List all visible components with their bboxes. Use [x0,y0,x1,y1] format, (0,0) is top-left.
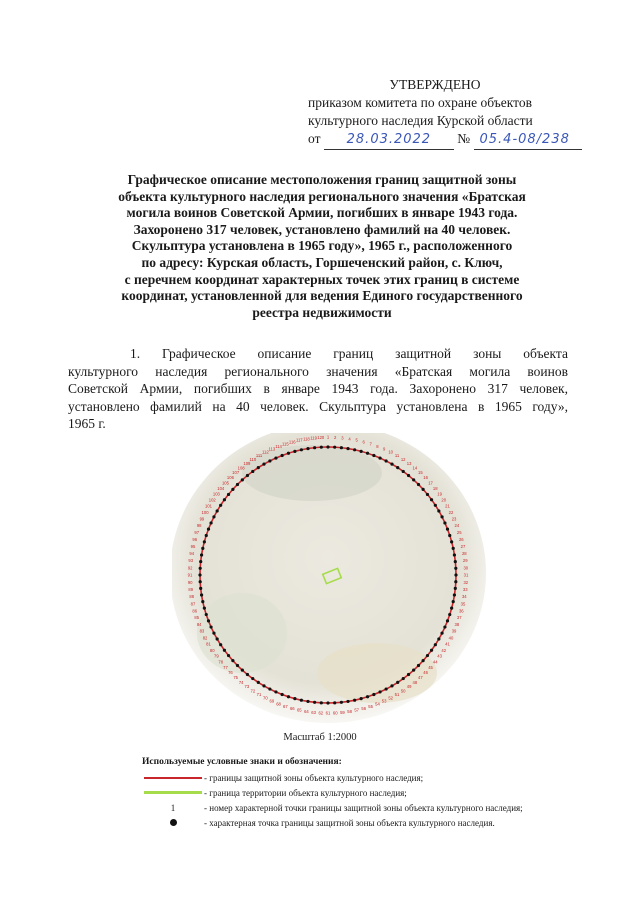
boundary-point [422,488,425,491]
boundary-point-number: 91 [187,572,193,578]
boundary-point-number: 14 [412,465,418,471]
boundary-point-number: 24 [454,523,460,529]
boundary-point [372,693,375,696]
boundary-point-number: 75 [233,675,238,681]
boundary-point [326,701,329,704]
paragraph-line: установлено фамилий на 40 человек. Скульптура установлена в 1965 году», [68,398,568,414]
boundary-point [241,478,244,481]
boundary-point [390,684,393,687]
boundary-point [205,534,208,537]
boundary-point [199,560,202,563]
boundary-point [417,483,420,486]
legend [142,757,562,830]
boundary-point [262,684,265,687]
boundary-point-number: 61 [325,710,331,716]
handwritten-number: 05.4-08/238 [479,132,570,147]
boundary-point [320,446,323,449]
legend-item [142,815,562,830]
boundary-point-number: 92 [187,565,193,571]
handwritten-date: 28.03.2022 [346,132,432,147]
boundary-point [212,515,215,518]
legend-text: - границы защитной зоны объекта культурного наследия; [204,772,424,783]
boundary-point-number: 41 [445,641,450,647]
boundary-point-number: 72 [250,688,256,694]
boundary-point [306,700,309,703]
boundary-point-number: 7 [369,441,372,447]
boundary-point [227,493,230,496]
boundary-point [281,454,284,457]
boundary-point [426,654,429,657]
boundary-point [223,498,226,501]
boundary-point-number: 102 [208,497,216,503]
boundary-point [313,701,316,704]
boundary-point [333,701,336,704]
boundary-point [287,695,290,698]
boundary-point [434,504,437,507]
boundary-point-number: 93 [188,558,194,564]
boundary-point [201,600,204,603]
boundary-point-number: 37 [456,615,462,621]
boundary-point-number: 113 [268,446,276,452]
boundary-point [209,521,212,524]
boundary-point [448,534,451,537]
boundary-point-number: 48 [412,679,418,685]
boundary-point-number: 86 [192,608,198,614]
boundary-point [207,528,210,531]
boundary-point-number: 18 [432,485,438,491]
boundary-point [453,553,456,556]
boundary-point-number: 81 [206,641,211,647]
boundary-point [417,664,420,667]
boundary-point-number: 19 [437,491,442,497]
boundary-point [227,654,230,657]
legend-item [142,785,562,800]
boundary-point [231,659,234,662]
boundary-point-number: 108 [237,465,245,471]
boundary-point-number: 100 [201,509,209,515]
boundary-point-number: 54 [375,701,380,707]
boundary-point [203,540,206,543]
boundary-point-number: 46 [423,670,428,676]
legend-item [142,770,562,785]
document-heading [98,172,546,321]
boundary-point-number: 30 [463,565,469,571]
boundary-point [274,690,277,693]
point-dot-symbol [142,815,204,830]
boundary-point [231,488,234,491]
boundary-point [454,573,457,576]
heading-line: Графическое описание местоположения границ защитной зоны [127,172,517,187]
boundary-point [434,643,437,646]
boundary-point-number: 34 [461,594,467,600]
boundary-point [448,613,451,616]
boundary-point-number: 2 [334,434,337,440]
boundary-point-number: 52 [388,695,393,701]
boundary-point [407,673,410,676]
boundary-point-number: 12 [400,456,406,462]
boundary-point [241,669,244,672]
boundary-point [360,450,363,453]
boundary-point-number: 27 [460,543,466,549]
paragraph-line: 1965 г. [68,416,106,431]
boundary-point-number: 96 [192,536,198,542]
boundary-point-number: 70 [263,695,268,701]
boundary-point-number: 15 [418,470,423,476]
boundary-point [454,587,457,590]
boundary-point-number: 107 [232,470,240,476]
heading-line: по адресу: Курская область, Горшеченский район, с. Ключ, [141,254,503,270]
approval-block [300,76,600,150]
boundary-point-number: 103 [212,491,220,497]
boundary-point [390,463,393,466]
boundary-point-number: 76 [228,670,233,676]
boundary-point [246,673,249,676]
boundary-point [257,466,260,469]
boundary-point [300,699,303,702]
boundary-point-number: 77 [223,664,228,670]
boundary-point-number: 33 [462,587,468,593]
boundary-point-number: 80 [209,647,215,653]
boundary-point-number: 94 [189,551,195,557]
point-number-symbol: 1 [170,802,176,813]
boundary-point [268,687,271,690]
legend-title: Используемые условные знаки и обозначения: [142,757,342,767]
boundary-point [199,567,202,570]
boundary-point-number: 84 [196,622,202,628]
map-graphic [172,433,492,728]
boundary-point [219,643,222,646]
boundary-point [450,540,453,543]
boundary-point-number: 50 [400,688,406,694]
boundary-point-number: 42 [441,647,447,653]
approval-line-1: приказом комитета по охране объектов [308,95,532,110]
boundary-point-number: 36 [458,608,464,614]
boundary-point [201,547,204,550]
boundary-point-number: 73 [244,684,250,690]
boundary-point-number: 26 [458,536,464,542]
boundary-point-number: 118 [303,436,310,442]
boundary-point [223,649,226,652]
paragraph-line: 1. Графическое описание границ защитной зоны объекта [130,346,568,361]
red-line-symbol [142,770,204,785]
boundary-point [300,448,303,451]
boundary-point-number: 82 [202,635,208,641]
boundary-point [378,456,381,459]
boundary-point [366,452,369,455]
boundary-point-number: 39 [451,628,457,634]
boundary-point [454,580,457,583]
boundary-point [198,573,201,576]
boundary-point [346,447,349,450]
boundary-point-number: 79 [214,653,219,659]
boundary-point [353,699,356,702]
boundary-point [402,470,405,473]
map-scale: Масштаб 1:2000 [283,732,357,743]
boundary-point [251,470,254,473]
legend-text: - граница территории объекта культурного наследия; [204,787,407,798]
boundary-point [440,632,443,635]
boundary-point-number: 35 [460,601,466,607]
boundary-point-number: 4 [348,436,351,442]
boundary-point [412,669,415,672]
boundary-point-number: 74 [238,679,244,685]
boundary-point-number: 105 [221,480,229,486]
boundary-point [281,693,284,696]
boundary-point-number: 9 [382,446,386,452]
boundary-point-number: 21 [445,503,450,509]
boundary-point-number: 120 [317,434,325,440]
boundary-point-number: 8 [376,443,379,449]
boundary-point-number: 112 [262,449,269,455]
boundary-point [385,687,388,690]
boundary-point [346,700,349,703]
boundary-point-number: 28 [461,551,467,557]
boundary-point [199,580,202,583]
boundary-point-number: 11 [394,453,400,459]
boundary-point [293,450,296,453]
boundary-point-number: 68 [276,701,281,707]
boundary-point [236,483,239,486]
boundary-point [207,619,210,622]
boundary-point-number: 115 [282,441,289,447]
heading-line: координат, установленной для ведения Единого государственного [121,288,523,304]
boundary-point-number: 64 [304,708,309,714]
number-label: № [457,131,471,146]
boundary-point-number: 99 [199,516,205,522]
boundary-point-number: 20 [441,497,447,503]
boundary-point-number: 114 [275,443,282,449]
heading-line: Захоронено 317 человек, установлено фамилий на 40 человек. [133,221,511,237]
boundary-point-number: 43 [437,653,442,659]
boundary-point-number: 106 [226,475,234,481]
boundary-point-number: 57 [354,707,360,713]
boundary-point [454,567,457,570]
boundary-point [199,587,202,590]
boundary-point [353,448,356,451]
boundary-point-number: 59 [340,709,345,715]
boundary-point-number: 32 [463,579,469,585]
boundary-point [251,677,254,680]
boundary-point [326,445,329,448]
boundary-point-number: 95 [190,543,196,549]
boundary-point [209,625,212,628]
boundary-point [257,681,260,684]
boundary-point [450,607,453,610]
boundary-point [246,474,249,477]
boundary-point-number: 66 [289,705,295,711]
heading-line: с перечнем координат характерных точек этих границ в системе [124,271,520,287]
boundary-point [452,547,455,550]
legend-text: - характерная точка границы защитной зоны объекта культурного наследия. [204,817,495,828]
boundary-point [287,452,290,455]
boundary-point-number: 111 [255,453,263,459]
boundary-point [426,493,429,496]
boundary-point [407,474,410,477]
boundary-point-number: 101 [204,503,212,509]
boundary-point [396,466,399,469]
heading-line: Скульптура установлена в 1965 году», 1965 г., расположенного [131,238,513,254]
legend-text: - номер характерной точки границы защитной зоны объекта культурного наследия; [204,802,523,813]
boundary-point-number: 90 [187,579,193,585]
boundary-point-number: 17 [428,480,433,486]
boundary-point-number: 109 [243,460,251,466]
boundary-point-number: 104 [217,485,225,491]
heading-line: могила воинов Советской Армии, погибших в январе 1943 года. [126,205,518,221]
boundary-point-number: 10 [388,449,393,455]
boundary-point [219,504,222,507]
legend-item [142,800,562,815]
boundary-point [443,625,446,628]
site-map [172,433,492,728]
boundary-point-number: 78 [218,659,224,665]
boundary-point [306,447,309,450]
boundary-point-number: 116 [288,439,296,445]
boundary-point-number: 97 [194,529,200,535]
approval-line-2: культурного наследия Курской области [308,113,533,128]
green-line-symbol [142,785,204,800]
boundary-point-number: 98 [196,523,202,529]
boundary-point [446,619,449,622]
boundary-point-number: 56 [361,705,367,711]
boundary-point-number: 88 [189,594,195,600]
boundary-point [216,509,219,512]
boundary-point-number: 31 [463,572,469,578]
boundary-point-number: 63 [311,709,316,715]
boundary-point-number: 119 [310,435,317,441]
boundary-point-number: 65 [296,707,302,713]
boundary-point-number: 55 [368,703,373,709]
boundary-point-number: 49 [406,684,412,690]
boundary-point [268,459,271,462]
boundary-point [443,521,446,524]
paragraph-1 [68,345,568,433]
boundary-point [396,681,399,684]
approval-title: УТВЕРЖДЕНО [389,77,481,92]
boundary-point [378,690,381,693]
boundary-point-number: 5 [355,437,358,443]
date-field [324,130,454,150]
boundary-point [366,695,369,698]
boundary-point [340,446,343,449]
heading-line: реестра недвижимости [252,304,392,320]
boundary-point [262,463,265,466]
boundary-point [430,498,433,501]
paragraph-line: Советской Армии, погибших в январе 1943 года. Захоронено 317 человек, [68,381,568,396]
boundary-point-number: 40 [448,635,454,641]
boundary-point-number: 1 [326,434,330,440]
boundary-point-number: 13 [406,460,412,466]
boundary-point [200,553,203,556]
boundary-point [320,701,323,704]
boundary-point-number: 117 [295,437,303,443]
boundary-point [293,697,296,700]
heading-line: объекта культурного наследия регионального значения «Братская [118,188,526,204]
boundary-point [274,456,277,459]
boundary-point [430,649,433,652]
boundary-point [205,613,208,616]
boundary-point [446,528,449,531]
boundary-point [340,701,343,704]
boundary-point-number: 71 [256,692,262,698]
boundary-point-number: 53 [381,698,387,704]
boundary-point-number: 89 [188,587,194,593]
boundary-point [236,664,239,667]
boundary-point [200,593,203,596]
boundary-point-number: 44 [432,659,438,665]
from-label: от [308,131,321,146]
boundary-point-number: 23 [451,516,457,522]
boundary-point [372,454,375,457]
boundary-point [453,593,456,596]
boundary-point [216,637,219,640]
boundary-point-number: 45 [428,664,433,670]
boundary-point [385,459,388,462]
boundary-point-number: 38 [454,622,460,628]
boundary-point-number: 6 [362,439,365,445]
boundary-point-number: 69 [269,698,275,704]
boundary-point-number: 25 [456,529,462,535]
boundary-point-number: 22 [448,509,454,515]
boundary-point [452,600,455,603]
boundary-point [402,677,405,680]
boundary-point-number: 87 [190,601,196,607]
aerial-photo-patch [197,593,287,676]
boundary-point-number: 16 [423,475,428,481]
boundary-point [440,515,443,518]
boundary-point-number: 67 [283,703,288,709]
boundary-point [203,607,206,610]
boundary-point [412,478,415,481]
boundary-point [212,632,215,635]
boundary-point [313,446,316,449]
boundary-point-number: 85 [194,615,200,621]
boundary-point-number: 110 [249,456,257,462]
boundary-point-number: 62 [318,710,324,716]
boundary-point [454,560,457,563]
boundary-point [437,637,440,640]
boundary-point [333,446,336,449]
boundary-point-number: 58 [347,708,352,714]
boundary-point [360,697,363,700]
boundary-point-number: 51 [394,692,400,698]
boundary-point-number: 3 [341,435,344,441]
paragraph-line: культурного наследия регионального значения «Братская могила воинов [68,363,568,379]
boundary-point-number: 47 [418,675,423,681]
number-field [474,130,582,150]
boundary-point [437,509,440,512]
boundary-point-number: 29 [462,558,468,564]
boundary-point [422,659,425,662]
boundary-point-number: 60 [332,710,338,716]
boundary-point-number: 83 [199,628,205,634]
approval-date-line [300,130,600,150]
